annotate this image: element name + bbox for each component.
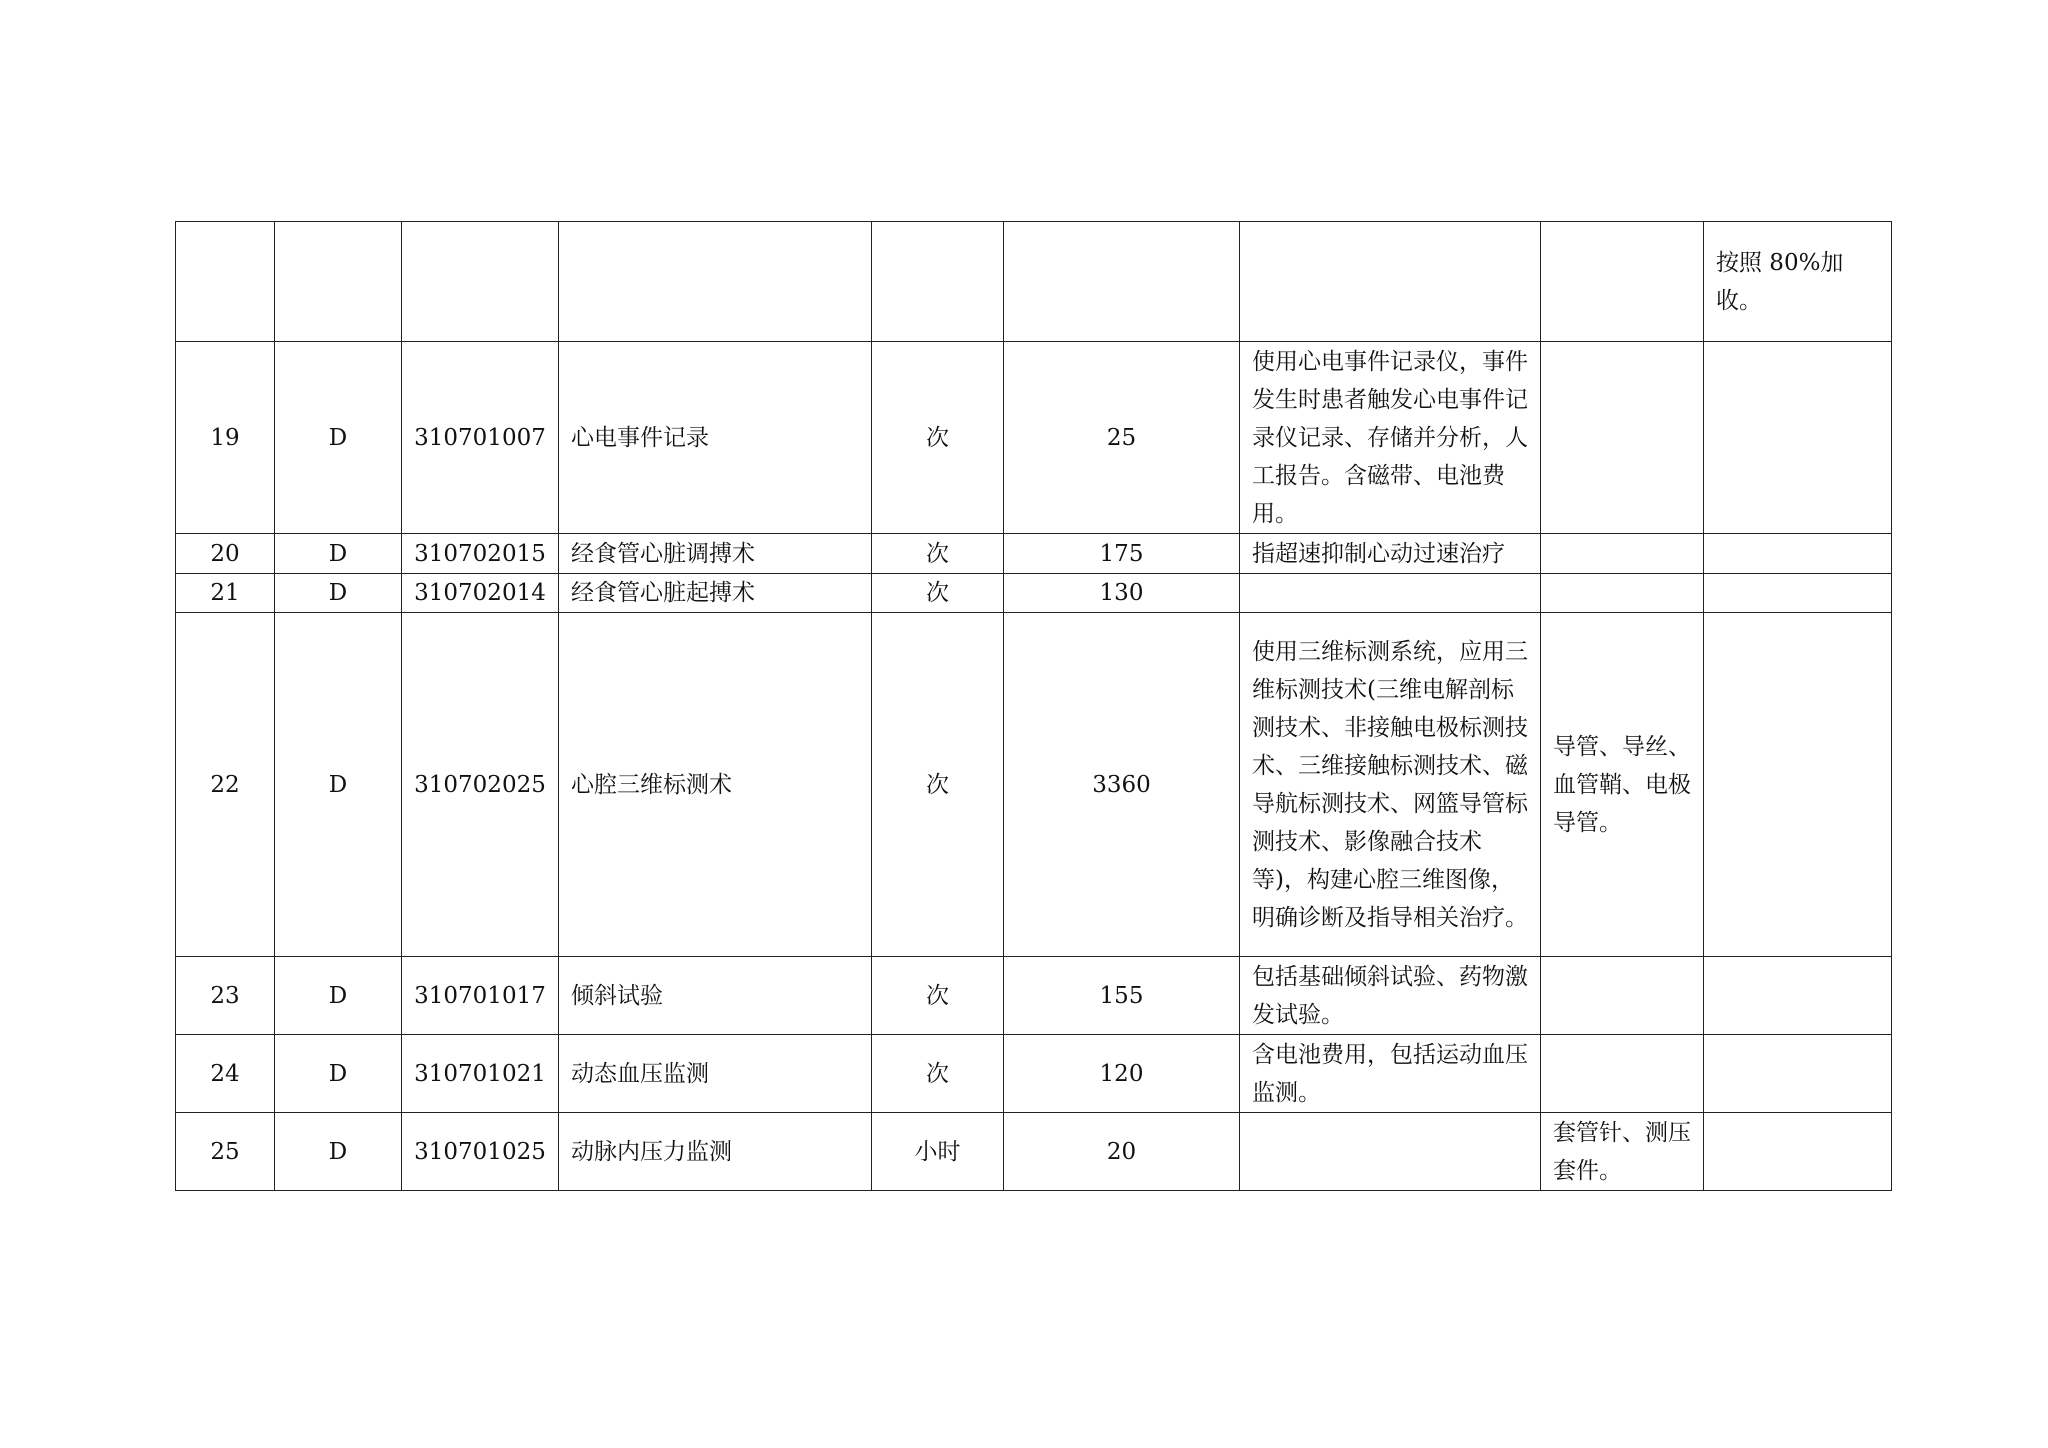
code-cell: 310702014 [402,574,559,613]
content-cell [1240,574,1541,613]
category-cell: D [275,613,402,957]
category-cell: D [275,957,402,1035]
category-cell [275,222,402,342]
content-cell: 使用三维标测系统，应用三维标测技术(三维电解剖标测技术、非接触电极标测技术、三维接触标测技术、磁导航标测技术、网篮导管标测技术、影像融合技术等)，构建心腔三维图像，明确诊断及指导相关治疗。 [1240,613,1541,957]
table-row [176,574,1892,613]
notes-cell [1704,342,1892,534]
table-row [176,534,1892,574]
notes-cell [1704,574,1892,613]
category-cell: D [275,342,402,534]
unit-cell: 次 [872,957,1004,1035]
excluded-cell [1541,534,1704,574]
code-cell: 310701025 [402,1113,559,1191]
seq-cell: 21 [176,574,275,613]
category-cell: D [275,574,402,613]
code-cell: 310701017 [402,957,559,1035]
table-row [176,1035,1892,1113]
notes-cell [1704,1035,1892,1113]
category-cell: D [275,1035,402,1113]
name-cell: 心腔三维标测术 [559,613,872,957]
table-row [176,613,1892,957]
notes-cell: 按照 80%加收。 [1704,222,1892,342]
code-cell [402,222,559,342]
code-cell: 310701007 [402,342,559,534]
content-cell: 包括基础倾斜试验、药物激发试验。 [1240,957,1541,1035]
name-cell: 动态血压监测 [559,1035,872,1113]
unit-cell: 次 [872,574,1004,613]
excluded-cell [1541,1035,1704,1113]
name-cell: 心电事件记录 [559,342,872,534]
notes-cell [1704,1113,1892,1191]
excluded-cell [1541,222,1704,342]
name-cell [559,222,872,342]
name-cell: 经食管心脏调搏术 [559,534,872,574]
table-row [176,222,1892,342]
content-cell [1240,222,1541,342]
content-cell: 含电池费用，包括运动血压监测。 [1240,1035,1541,1113]
seq-cell: 25 [176,1113,275,1191]
name-cell: 经食管心脏起搏术 [559,574,872,613]
price-cell [1004,222,1240,342]
unit-cell: 次 [872,1035,1004,1113]
seq-cell: 22 [176,613,275,957]
price-table [175,221,1892,1191]
table-row [176,1113,1892,1191]
content-cell: 使用心电事件记录仪，事件发生时患者触发心电事件记录仪记录、存储并分析，人工报告。含磁带、电池费用。 [1240,342,1541,534]
seq-cell: 23 [176,957,275,1035]
code-cell: 310702025 [402,613,559,957]
table-row [176,957,1892,1035]
notes-cell [1704,957,1892,1035]
unit-cell: 次 [872,342,1004,534]
excluded-cell: 导管、导丝、血管鞘、电极导管。 [1541,613,1704,957]
notes-cell [1704,534,1892,574]
category-cell: D [275,534,402,574]
excluded-cell [1541,574,1704,613]
price-cell: 130 [1004,574,1240,613]
price-cell: 25 [1004,342,1240,534]
table-row [176,342,1892,534]
name-cell: 倾斜试验 [559,957,872,1035]
code-cell: 310701021 [402,1035,559,1113]
excluded-cell: 套管针、测压套件。 [1541,1113,1704,1191]
name-cell: 动脉内压力监测 [559,1113,872,1191]
seq-cell: 24 [176,1035,275,1113]
excluded-cell [1541,957,1704,1035]
content-cell [1240,1113,1541,1191]
price-cell: 120 [1004,1035,1240,1113]
unit-cell: 次 [872,534,1004,574]
price-cell: 3360 [1004,613,1240,957]
seq-cell [176,222,275,342]
price-cell: 175 [1004,534,1240,574]
unit-cell: 次 [872,613,1004,957]
price-cell: 155 [1004,957,1240,1035]
excluded-cell [1541,342,1704,534]
unit-cell [872,222,1004,342]
category-cell: D [275,1113,402,1191]
price-cell: 20 [1004,1113,1240,1191]
seq-cell: 20 [176,534,275,574]
code-cell: 310702015 [402,534,559,574]
notes-cell [1704,613,1892,957]
content-cell: 指超速抑制心动过速治疗 [1240,534,1541,574]
seq-cell: 19 [176,342,275,534]
unit-cell: 小时 [872,1113,1004,1191]
